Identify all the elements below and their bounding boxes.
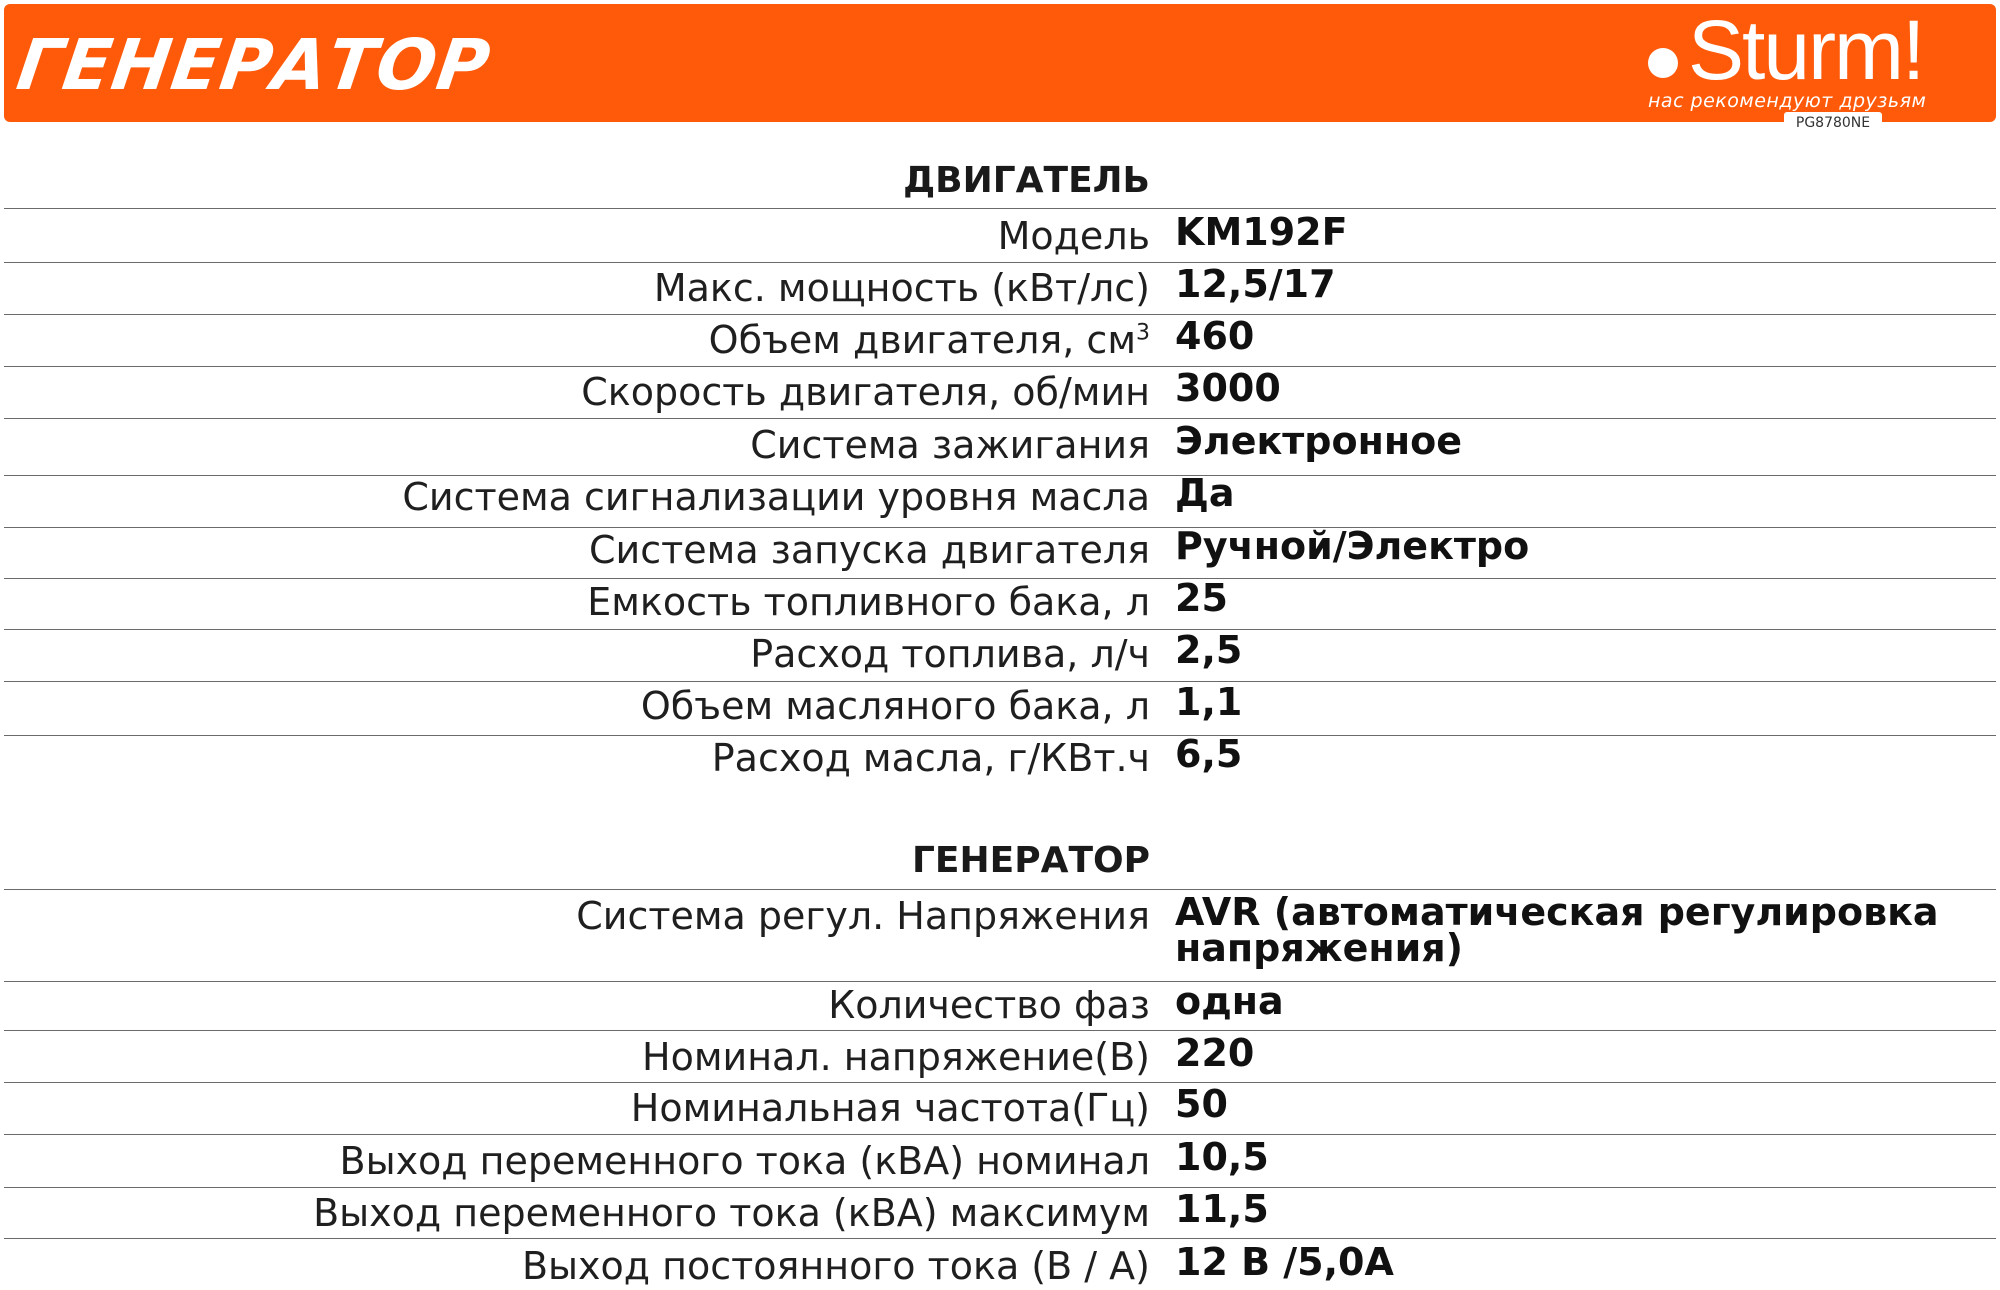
divider [4,1082,1996,1083]
brand-logo [1648,3,1978,114]
divider [4,366,1996,367]
divider [4,418,1996,419]
spec-label: Выход постоянного тока (В / А) [521,1244,1150,1288]
spec-label: Выход переменного тока (кВА) номинал [339,1139,1150,1183]
spec-label: Емкость топливного бака, л [587,580,1150,624]
spec-value: 11,5 [1175,1187,1269,1231]
spec-value: 12,5/17 [1175,262,1336,306]
spec-value: Электронное [1175,419,1463,463]
spec-value: Да [1175,471,1235,515]
model-tag: PG8780NE [1784,112,1882,134]
spec-label: Выход переменного тока (кВА) максимум [313,1191,1150,1235]
spec-value: AVR (автоматическая регулировка напряжения) [1175,890,1939,970]
section-title-generator: ГЕНЕРАТОР [911,840,1150,881]
spec-label: Расход топлива, л/ч [750,632,1150,676]
brand-slogan: нас рекомендуют друзьям [1648,90,1927,112]
spec-value: 220 [1175,1031,1255,1075]
spec-label: Расход масла, г/КВт.ч [711,736,1150,780]
spec-value: Ручной/Электро [1175,524,1530,568]
spec-label-text: Объем двигателя, см [708,318,1136,362]
logo-dot-icon [1648,48,1678,78]
brand-name: Sturm! [1688,3,1924,97]
spec-value: 460 [1175,314,1255,358]
spec-label: Номинал. напряжение(В) [642,1035,1150,1079]
spec-label: Система регул. Напряжения [576,894,1150,938]
spec-label: Скорость двигателя, об/мин [581,370,1150,414]
spec-label: Модель [997,214,1150,258]
superscript: 3 [1136,320,1150,346]
divider [4,314,1996,315]
spec-value: 6,5 [1175,732,1243,776]
divider [4,981,1996,982]
divider [4,681,1996,682]
divider [4,578,1996,579]
divider [4,629,1996,630]
header-banner [4,4,1996,122]
divider [4,1187,1996,1188]
spec-value: 2,5 [1175,628,1243,672]
divider [4,1238,1996,1239]
spec-label: Макс. мощность (кВт/лс) [653,266,1150,310]
divider [4,1030,1996,1031]
spec-value: 25 [1175,576,1228,620]
divider [4,1134,1996,1135]
spec-label: Система запуска двигателя [589,528,1150,572]
divider [4,208,1996,209]
spec-value: 10,5 [1175,1135,1269,1179]
spec-value: 3000 [1175,366,1281,410]
spec-value: одна [1175,979,1284,1023]
spec-label [709,318,1150,362]
spec-value: 12 В /5,0А [1175,1240,1394,1284]
spec-label: Номинальная частота(Гц) [630,1086,1150,1130]
spec-label: Объем масляного бака, л [640,684,1150,728]
spec-value: 50 [1175,1082,1228,1126]
spec-label: Система зажигания [750,423,1150,467]
section-title-engine: ДВИГАТЕЛЬ [903,160,1150,201]
spec-value: 1,1 [1175,680,1243,724]
page-title: ГЕНЕРАТОР [12,24,496,106]
spec-value: KM192F [1175,210,1348,254]
spec-label: Система сигнализации уровня масла [402,475,1150,519]
spec-label: Количество фаз [828,983,1150,1027]
divider [4,262,1996,263]
